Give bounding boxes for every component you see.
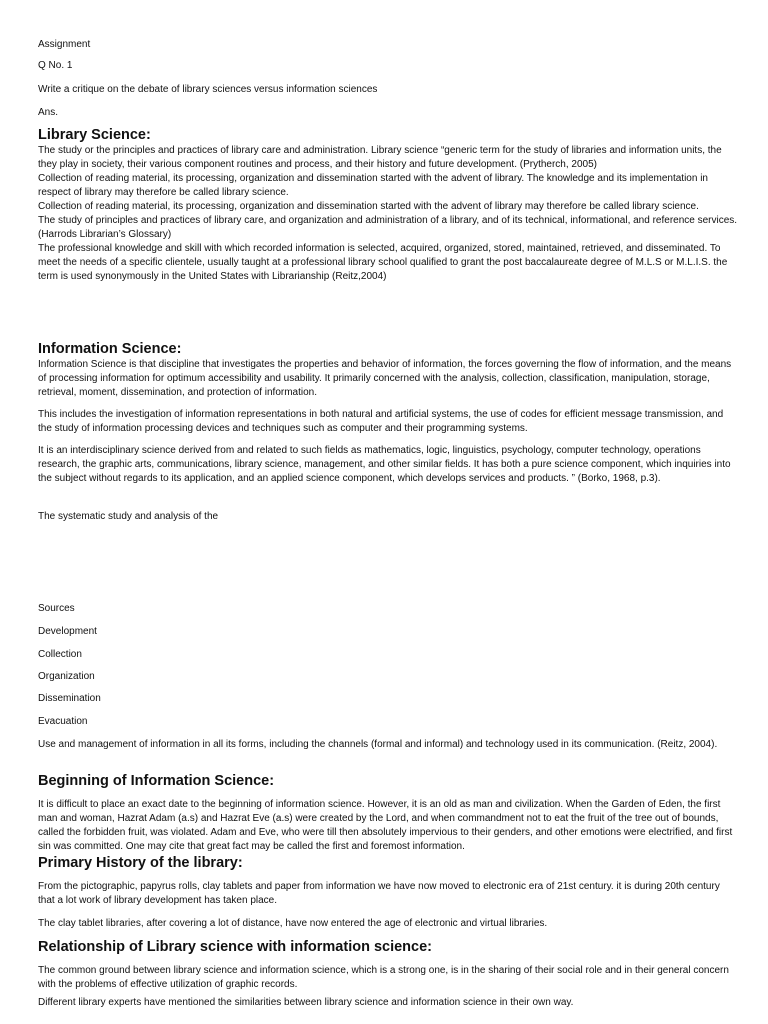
heading-library-science: Library Science: xyxy=(38,127,151,143)
primary-history-para-1: From the pictographic, papyrus rolls, clay tablets and paper from information we have now moved to electronic era of 21st century. it is during 20th century that a lot work of library development has taken place. xyxy=(38,881,720,906)
relationship-para-2: Different library experts have mentioned the similarities between library science and information science in their own way. xyxy=(38,997,574,1008)
heading-primary-history: Primary History of the library: xyxy=(38,855,243,871)
library-science-body: The study or the principles and practices of library care and administration. Library science “generic term for the study of libraries and information units, the they play in society, their various component routines and process, and their history and future development. (Prytherch, 2005) Collection of reading material, its processing, organization and dissemination started with the advent of library. The knowledge and its implementation in respect of library may therefore be called library science. Collection of reading material, its processing, organization and dissemination started with the advent of library may therefore be called library science. The study of principles and practices of library care, and organization and administration of a library, and of its technical, informational, and reference services. (Harrods Librarian’s Glossary) The professional knowledge and skill with which recorded information is selected, acquired, organized, stored, maintained, retrieved, and disseminated. To meet the needs of a specific clientele, usually taught at a professional library school qualified to grant the post baccalaureate degree of M.L.S or M.L.I.S. the term is used synonymously in the United States with Librarianship (Reitz,2004) xyxy=(38,145,738,282)
heading-relationship: Relationship of Library science with information science: xyxy=(38,939,432,955)
information-science-para-1: Information Science is that discipline that investigates the properties and behavior of information, the forces governing the flow of information, and the means of processing information for optimum accessibility and usability. It primarily concerned with the analysis, collection, classification, manipulation, storage, retrieval, moment, dissemination, and protection of information. xyxy=(38,359,732,398)
assignment-label: Assignment xyxy=(38,39,91,50)
answer-label: Ans. xyxy=(38,107,59,118)
list-item: Evacuation xyxy=(38,716,88,727)
information-science-para-4: The systematic study and analysis of the xyxy=(38,511,219,522)
list-item: Collection xyxy=(38,649,82,660)
list-item: Dissemination xyxy=(38,693,101,704)
information-science-para-3: It is an interdisciplinary science derived from and related to such fields as mathematics, logic, linguistics, psychology, computer technology, operations research, the graphic arts, communications, library science, management, and other similar fields. It has both a pure science component, which inquiries into the subject without regards to its application, and an applied science component, which develops services and products. ” (Borko, 1968, p.3). xyxy=(38,445,731,484)
use-management-para: Use and management of information in all its forms, including the channels (formal and informal) and technology used in its communication. (Reitz, 2004). xyxy=(38,739,718,750)
relationship-para-1: The common ground between library science and information science, which is a strong one, is in the sharing of their social role and in their general concern with the problems of effective utilization of graphic records. xyxy=(38,965,729,990)
question-text: Write a critique on the debate of library sciences versus information sciences xyxy=(38,84,378,95)
question-number: Q No. 1 xyxy=(38,60,73,71)
heading-information-science: Information Science: xyxy=(38,341,182,357)
primary-history-para-2: The clay tablet libraries, after covering a lot of distance, have now entered the age of electronic and virtual libraries. xyxy=(38,918,548,929)
list-item: Development xyxy=(38,626,97,637)
list-item: Organization xyxy=(38,671,95,682)
information-science-para-2: This includes the investigation of information representations in both natural and artificial systems, the use of codes for efficient message transmission, and the study of information processing devices and techniques such as computer and their programming systems. xyxy=(38,409,724,434)
heading-beginning-information-science: Beginning of Information Science: xyxy=(38,773,275,789)
beginning-body: It is difficult to place an exact date to the beginning of information science. However, it is an old as man and civilization. When the Garden of Eden, the first man and woman, Hazrat Adam (a.s) and Hazrat Eve (a.s) were created by the Lord, and when commandment not to eat the fruit of the tree out of bounds, called the forbidden fruit, was violated. Adam and Eve, who were till then absolutely impervious to their genders, and other emotions were electrified, and first sin was committed. One may cite that great fact may be called the first and foremost information. xyxy=(38,799,733,852)
list-item: Sources xyxy=(38,603,75,614)
